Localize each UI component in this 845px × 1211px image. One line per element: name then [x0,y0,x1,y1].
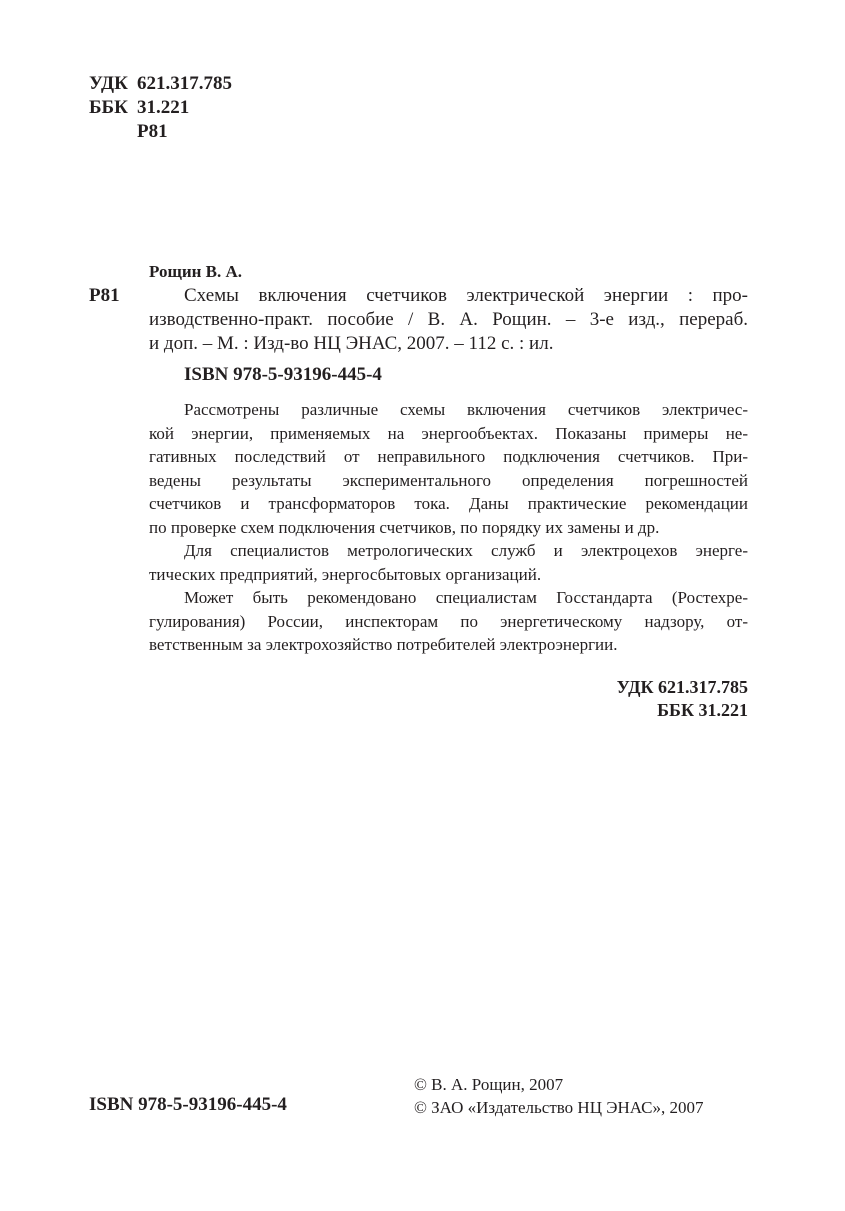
cutter-row [89,120,232,144]
biblio-line: и доп. – М. : Изд-во НЦ ЭНАС, 2007. – 112 с. : ил. [149,333,554,354]
bbk-label: ББК [89,97,128,118]
udk-bottom: УДК 621.317.785 [616,677,748,697]
abstract-line: Для специалистов метрологических служб и электроцехов энерге- [184,541,748,560]
abstract-line: по проверке схем подключения счетчиков, по порядку их замены и др. [149,517,660,537]
abstract-line: ветственным за электрохозяйство потребителей электроэнергии. [149,635,618,654]
abstract-line: Рассмотрены различные схемы включения счетчиков электричес- [184,400,748,419]
bbk-row [89,96,232,120]
udk-row [89,72,232,96]
abstract-line: тических предприятий, энергосбытовых организаций. [149,564,542,584]
copyright-block [414,1073,704,1119]
udk-value: 621.317.785 [137,73,232,94]
abstract-line: кой энергии, применяемых на энергообъектах. Показаны примеры не- [149,423,748,443]
abstract-line: Может быть рекомендовано специалистам Госстандарта (Ростехре- [184,588,748,607]
biblio-line: Схемы включения счетчиков электрической энергии : про- [184,285,748,306]
bbk-bottom: ББК 31.221 [657,700,748,720]
cutter-mark: Р81 [89,285,120,306]
abstract-line: счетчиков и трансформаторов тока. Даны практические рекомендации [149,494,748,513]
udk-label: УДК [89,73,128,94]
abstract-line: гулирования) России, инспекторам по энергетическому надзору, от- [149,611,748,631]
copyright-publisher: © ЗАО «Издательство НЦ ЭНАС», 2007 [414,1098,704,1117]
bbk-value: 31.221 [137,97,190,118]
author-heading: Рощин В. А. [149,262,243,281]
bibliographic-description [149,284,748,356]
cutter-code: Р81 [137,121,168,142]
abstract [149,398,748,657]
classification-codes-top [89,72,232,144]
isbn-footer: ISBN 978-5-93196-445-4 [89,1094,287,1115]
isbn-main: ISBN 978-5-93196-445-4 [184,364,382,385]
classification-codes-bottom [617,676,748,722]
biblio-line: изводственно-практ. пособие / В. А. Рощин. – 3-е изд., перераб. [149,309,748,330]
copyright-author: © В. А. Рощин, 2007 [414,1075,564,1094]
abstract-line: гативных последствий от неправильного подключения счетчиков. При- [149,447,748,466]
abstract-line: ведены результаты экспериментального определения погрешностей [149,470,748,490]
